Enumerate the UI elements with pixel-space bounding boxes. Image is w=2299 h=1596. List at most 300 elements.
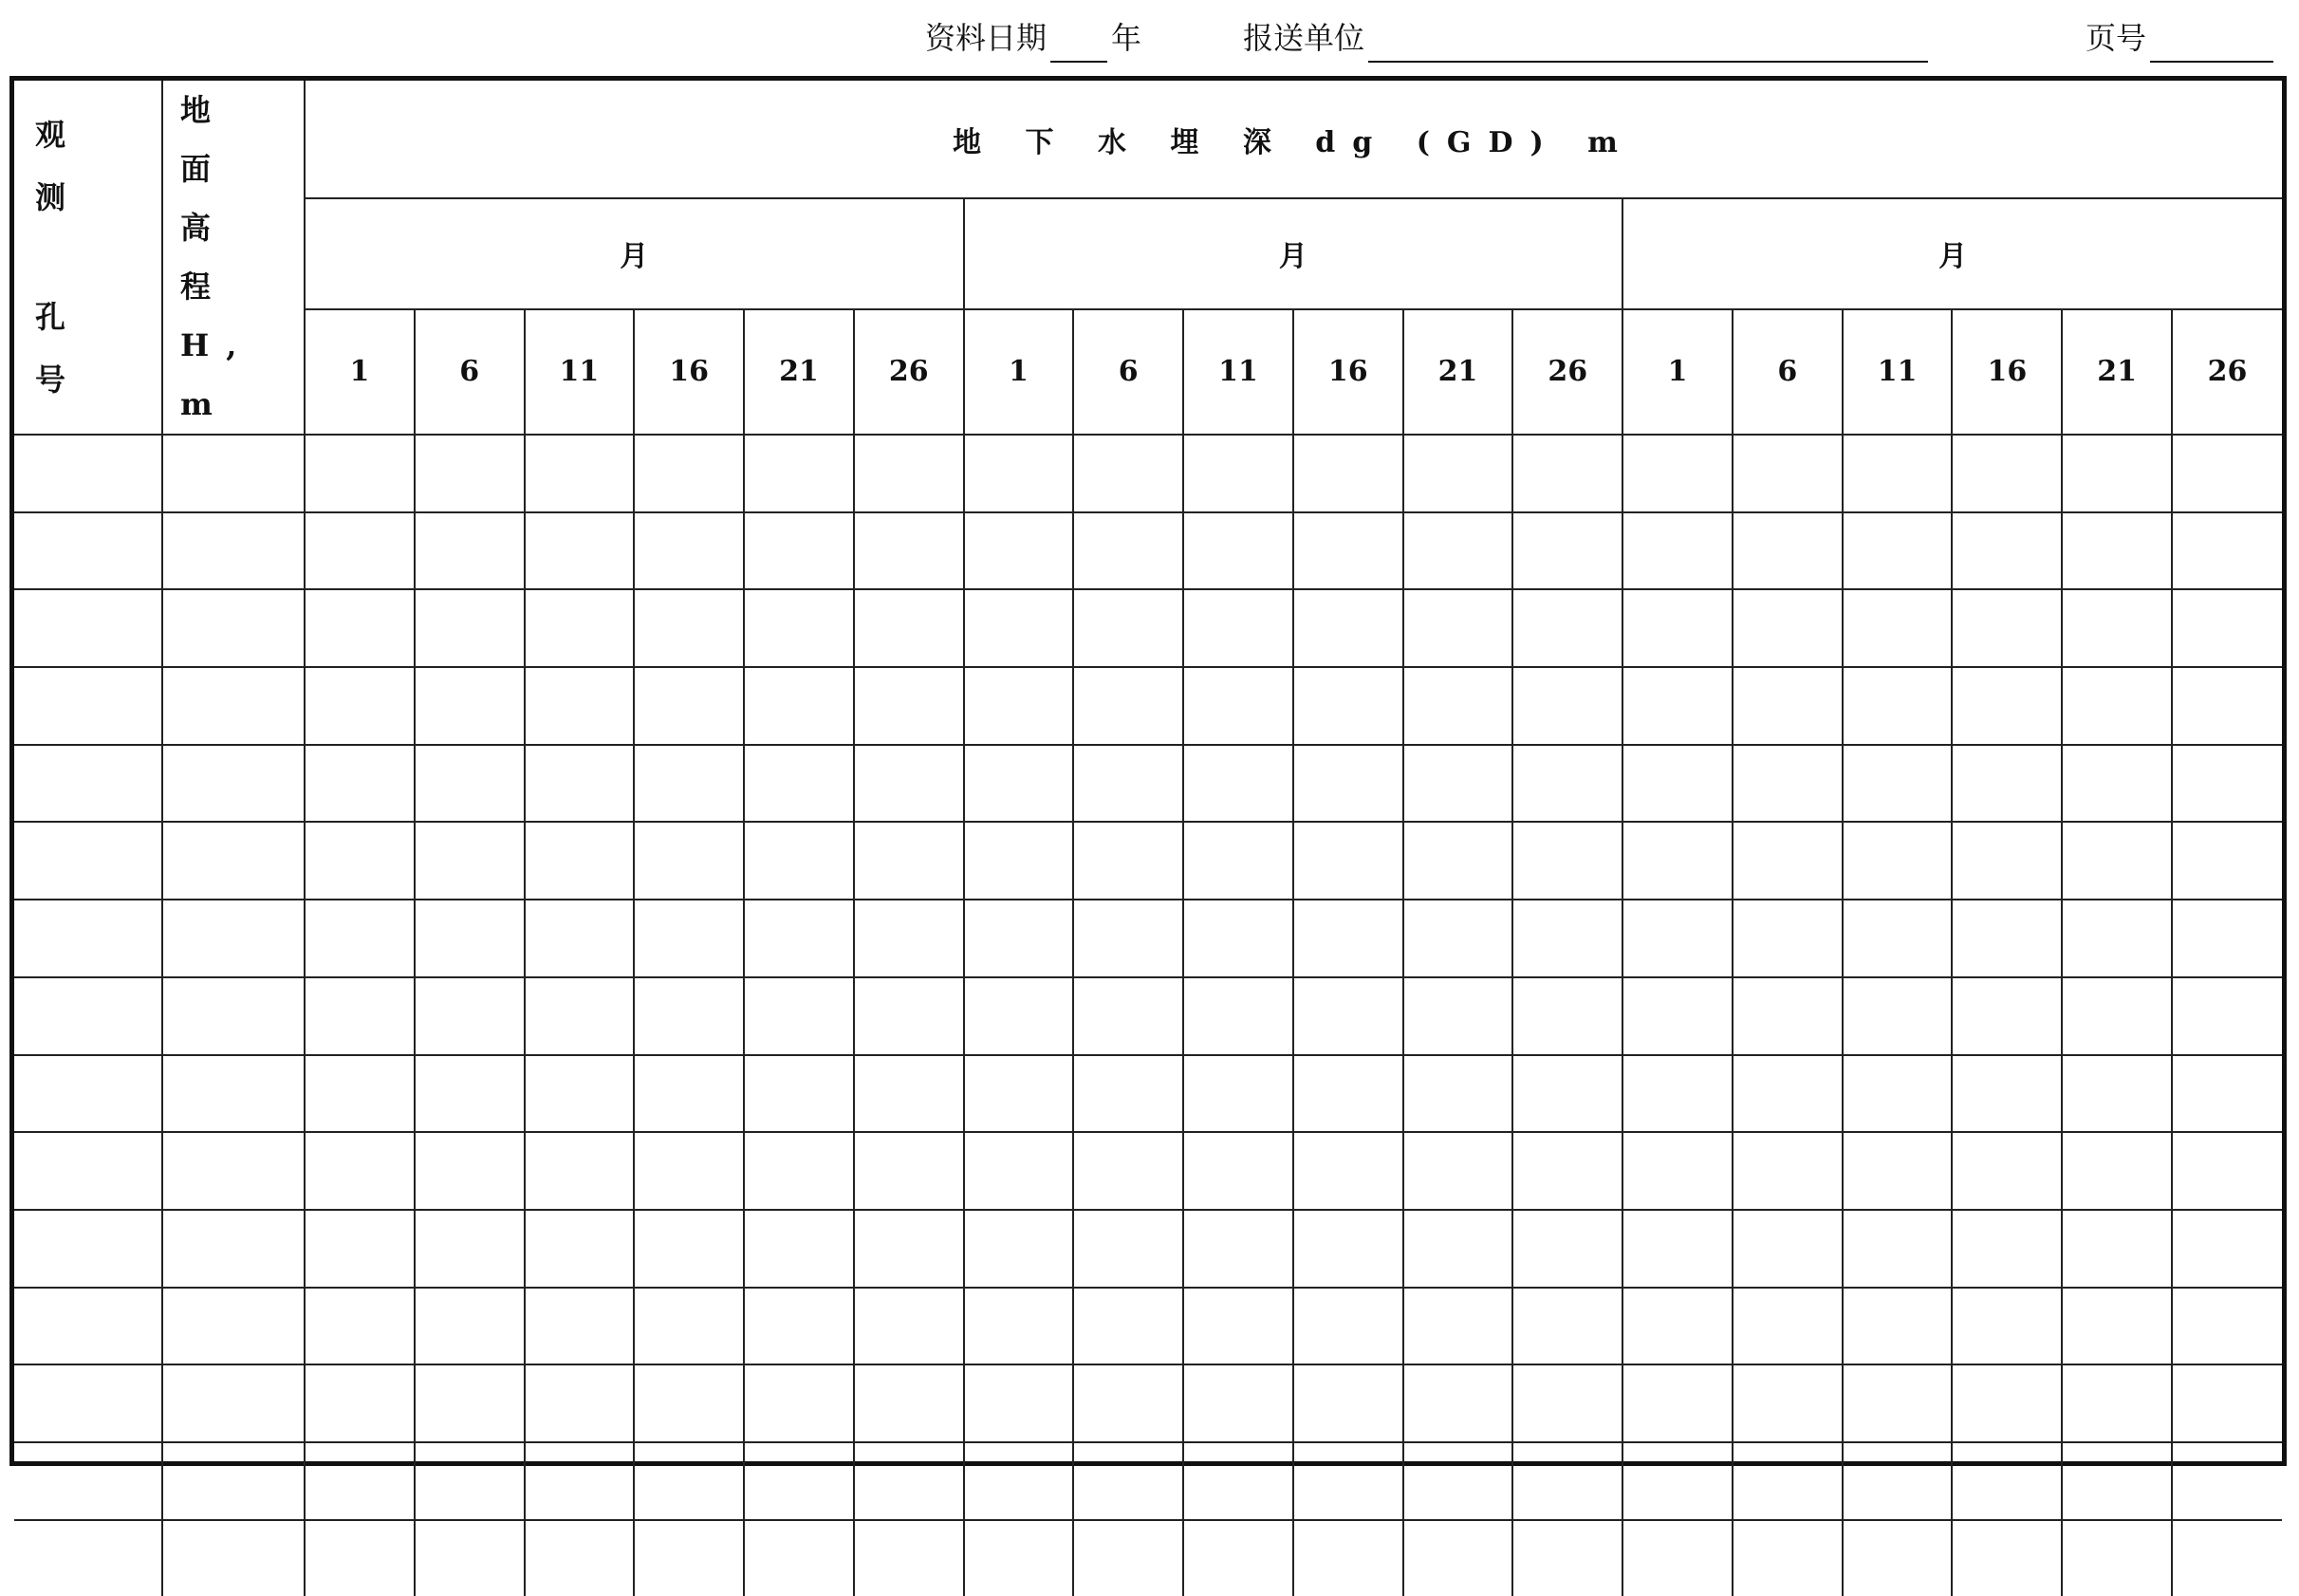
depth-cell[interactable]	[1403, 1210, 1513, 1288]
depth-cell[interactable]	[744, 667, 854, 745]
depth-cell[interactable]	[415, 1055, 525, 1133]
depth-cell[interactable]	[1403, 822, 1513, 900]
depth-cell[interactable]	[305, 1288, 415, 1365]
depth-cell[interactable]	[1843, 822, 1953, 900]
depth-cell[interactable]	[525, 667, 635, 745]
depth-cell[interactable]	[1952, 589, 2062, 667]
depth-cell[interactable]	[964, 435, 1074, 512]
page-blank[interactable]	[2150, 23, 2273, 63]
depth-cell[interactable]	[415, 977, 525, 1055]
depth-cell[interactable]	[1183, 1442, 1293, 1520]
depth-cell[interactable]	[964, 589, 1074, 667]
depth-cell[interactable]	[854, 435, 964, 512]
depth-cell[interactable]	[1183, 977, 1293, 1055]
elevation-cell[interactable]	[162, 1364, 305, 1442]
depth-cell[interactable]	[1073, 435, 1183, 512]
depth-cell[interactable]	[634, 900, 744, 977]
depth-cell[interactable]	[854, 512, 964, 590]
depth-cell[interactable]	[1622, 512, 1733, 590]
depth-cell[interactable]	[1512, 1288, 1622, 1365]
depth-cell[interactable]	[1073, 1288, 1183, 1365]
depth-cell[interactable]	[1073, 1132, 1183, 1210]
depth-cell[interactable]	[1073, 1055, 1183, 1133]
depth-cell[interactable]	[2172, 1442, 2282, 1520]
depth-cell[interactable]	[305, 1055, 415, 1133]
depth-cell[interactable]	[415, 435, 525, 512]
depth-cell[interactable]	[1622, 822, 1733, 900]
depth-cell[interactable]	[1622, 745, 1733, 823]
depth-cell[interactable]	[1403, 589, 1513, 667]
depth-cell[interactable]	[1293, 1055, 1403, 1133]
station-cell[interactable]	[14, 745, 162, 823]
depth-cell[interactable]	[744, 1288, 854, 1365]
depth-cell[interactable]	[1293, 435, 1403, 512]
depth-cell[interactable]	[1073, 900, 1183, 977]
depth-cell[interactable]	[1843, 1210, 1953, 1288]
elevation-cell[interactable]	[162, 745, 305, 823]
depth-cell[interactable]	[1843, 1055, 1953, 1133]
elevation-cell[interactable]	[162, 1210, 305, 1288]
depth-cell[interactable]	[1183, 822, 1293, 900]
depth-cell[interactable]	[415, 1210, 525, 1288]
depth-cell[interactable]	[854, 667, 964, 745]
depth-cell[interactable]	[744, 745, 854, 823]
depth-cell[interactable]	[1403, 1520, 1513, 1596]
depth-cell[interactable]	[1183, 1132, 1293, 1210]
depth-cell[interactable]	[964, 1520, 1074, 1596]
depth-cell[interactable]	[634, 1520, 744, 1596]
depth-cell[interactable]	[2172, 1132, 2282, 1210]
depth-cell[interactable]	[1843, 900, 1953, 977]
depth-cell[interactable]	[1073, 667, 1183, 745]
depth-cell[interactable]	[1293, 745, 1403, 823]
depth-cell[interactable]	[525, 977, 635, 1055]
depth-cell[interactable]	[2172, 667, 2282, 745]
elevation-cell[interactable]	[162, 977, 305, 1055]
depth-cell[interactable]	[634, 977, 744, 1055]
depth-cell[interactable]	[1512, 512, 1622, 590]
depth-cell[interactable]	[1403, 512, 1513, 590]
depth-cell[interactable]	[854, 1210, 964, 1288]
depth-cell[interactable]	[854, 1132, 964, 1210]
depth-cell[interactable]	[854, 1055, 964, 1133]
depth-cell[interactable]	[1733, 822, 1843, 900]
depth-cell[interactable]	[1952, 667, 2062, 745]
depth-cell[interactable]	[634, 667, 744, 745]
depth-cell[interactable]	[1183, 900, 1293, 977]
elevation-cell[interactable]	[162, 1520, 305, 1596]
depth-cell[interactable]	[2172, 512, 2282, 590]
station-cell[interactable]	[14, 1055, 162, 1133]
depth-cell[interactable]	[1843, 435, 1953, 512]
depth-cell[interactable]	[1293, 900, 1403, 977]
elevation-cell[interactable]	[162, 667, 305, 745]
depth-cell[interactable]	[1073, 512, 1183, 590]
depth-cell[interactable]	[2062, 512, 2172, 590]
depth-cell[interactable]	[2172, 1364, 2282, 1442]
depth-cell[interactable]	[1622, 1132, 1733, 1210]
depth-cell[interactable]	[1073, 1442, 1183, 1520]
depth-cell[interactable]	[525, 1210, 635, 1288]
depth-cell[interactable]	[1293, 822, 1403, 900]
depth-cell[interactable]	[634, 1364, 744, 1442]
depth-cell[interactable]	[854, 1288, 964, 1365]
elevation-cell[interactable]	[162, 1055, 305, 1133]
depth-cell[interactable]	[2172, 1210, 2282, 1288]
depth-cell[interactable]	[1293, 1442, 1403, 1520]
station-cell[interactable]	[14, 1442, 162, 1520]
depth-cell[interactable]	[305, 1210, 415, 1288]
depth-cell[interactable]	[634, 1132, 744, 1210]
depth-cell[interactable]	[2062, 1364, 2172, 1442]
depth-cell[interactable]	[1403, 667, 1513, 745]
depth-cell[interactable]	[415, 1288, 525, 1365]
depth-cell[interactable]	[1293, 977, 1403, 1055]
depth-cell[interactable]	[1622, 1442, 1733, 1520]
depth-cell[interactable]	[525, 1520, 635, 1596]
elevation-cell[interactable]	[162, 435, 305, 512]
depth-cell[interactable]	[1073, 822, 1183, 900]
depth-cell[interactable]	[1733, 745, 1843, 823]
depth-cell[interactable]	[634, 435, 744, 512]
depth-cell[interactable]	[2172, 589, 2282, 667]
depth-cell[interactable]	[2172, 1055, 2282, 1133]
depth-cell[interactable]	[1293, 1210, 1403, 1288]
depth-cell[interactable]	[2172, 1288, 2282, 1365]
depth-cell[interactable]	[1183, 1364, 1293, 1442]
depth-cell[interactable]	[1622, 667, 1733, 745]
depth-cell[interactable]	[1512, 1210, 1622, 1288]
elevation-cell[interactable]	[162, 900, 305, 977]
depth-cell[interactable]	[2062, 977, 2172, 1055]
depth-cell[interactable]	[1843, 1364, 1953, 1442]
depth-cell[interactable]	[1512, 977, 1622, 1055]
depth-cell[interactable]	[854, 1520, 964, 1596]
depth-cell[interactable]	[854, 900, 964, 977]
depth-cell[interactable]	[1952, 1132, 2062, 1210]
depth-cell[interactable]	[2062, 1520, 2172, 1596]
depth-cell[interactable]	[1512, 900, 1622, 977]
depth-cell[interactable]	[1073, 589, 1183, 667]
depth-cell[interactable]	[744, 512, 854, 590]
depth-cell[interactable]	[1183, 512, 1293, 590]
station-cell[interactable]	[14, 589, 162, 667]
depth-cell[interactable]	[1073, 1520, 1183, 1596]
depth-cell[interactable]	[1183, 1520, 1293, 1596]
depth-cell[interactable]	[525, 1442, 635, 1520]
depth-cell[interactable]	[1512, 745, 1622, 823]
depth-cell[interactable]	[1073, 1210, 1183, 1288]
depth-cell[interactable]	[1952, 1364, 2062, 1442]
depth-cell[interactable]	[854, 589, 964, 667]
depth-cell[interactable]	[854, 1364, 964, 1442]
depth-cell[interactable]	[744, 1364, 854, 1442]
depth-cell[interactable]	[964, 1132, 1074, 1210]
depth-cell[interactable]	[1952, 822, 2062, 900]
depth-cell[interactable]	[1622, 1210, 1733, 1288]
station-cell[interactable]	[14, 1288, 162, 1365]
depth-cell[interactable]	[634, 1210, 744, 1288]
depth-cell[interactable]	[1843, 1132, 1953, 1210]
depth-cell[interactable]	[634, 589, 744, 667]
depth-cell[interactable]	[2172, 435, 2282, 512]
depth-cell[interactable]	[964, 1055, 1074, 1133]
depth-cell[interactable]	[744, 900, 854, 977]
depth-cell[interactable]	[964, 822, 1074, 900]
depth-cell[interactable]	[1733, 435, 1843, 512]
depth-cell[interactable]	[1073, 977, 1183, 1055]
depth-cell[interactable]	[1843, 1520, 1953, 1596]
depth-cell[interactable]	[415, 745, 525, 823]
station-cell[interactable]	[14, 512, 162, 590]
depth-cell[interactable]	[854, 745, 964, 823]
depth-cell[interactable]	[1512, 1055, 1622, 1133]
depth-cell[interactable]	[2062, 667, 2172, 745]
depth-cell[interactable]	[964, 667, 1074, 745]
depth-cell[interactable]	[305, 977, 415, 1055]
depth-cell[interactable]	[2172, 977, 2282, 1055]
depth-cell[interactable]	[744, 1210, 854, 1288]
depth-cell[interactable]	[415, 589, 525, 667]
depth-cell[interactable]	[1293, 1364, 1403, 1442]
depth-cell[interactable]	[1403, 977, 1513, 1055]
depth-cell[interactable]	[1733, 589, 1843, 667]
depth-cell[interactable]	[415, 512, 525, 590]
depth-cell[interactable]	[525, 435, 635, 512]
depth-cell[interactable]	[1183, 1055, 1293, 1133]
station-cell[interactable]	[14, 822, 162, 900]
depth-cell[interactable]	[744, 589, 854, 667]
elevation-cell[interactable]	[162, 589, 305, 667]
depth-cell[interactable]	[525, 589, 635, 667]
depth-cell[interactable]	[2062, 1442, 2172, 1520]
depth-cell[interactable]	[634, 1055, 744, 1133]
depth-cell[interactable]	[525, 822, 635, 900]
station-cell[interactable]	[14, 1210, 162, 1288]
depth-cell[interactable]	[1403, 1364, 1513, 1442]
depth-cell[interactable]	[525, 1132, 635, 1210]
depth-cell[interactable]	[1293, 667, 1403, 745]
depth-cell[interactable]	[964, 512, 1074, 590]
depth-cell[interactable]	[415, 1442, 525, 1520]
depth-cell[interactable]	[305, 435, 415, 512]
depth-cell[interactable]	[1952, 512, 2062, 590]
depth-cell[interactable]	[2062, 900, 2172, 977]
depth-cell[interactable]	[2062, 1055, 2172, 1133]
depth-cell[interactable]	[415, 1364, 525, 1442]
depth-cell[interactable]	[415, 1520, 525, 1596]
depth-cell[interactable]	[1843, 745, 1953, 823]
depth-cell[interactable]	[964, 977, 1074, 1055]
station-cell[interactable]	[14, 1520, 162, 1596]
depth-cell[interactable]	[305, 1364, 415, 1442]
depth-cell[interactable]	[1952, 1442, 2062, 1520]
depth-cell[interactable]	[1403, 1132, 1513, 1210]
depth-cell[interactable]	[1073, 1364, 1183, 1442]
depth-cell[interactable]	[1843, 589, 1953, 667]
depth-cell[interactable]	[1843, 1442, 1953, 1520]
depth-cell[interactable]	[1843, 977, 1953, 1055]
station-cell[interactable]	[14, 435, 162, 512]
depth-cell[interactable]	[525, 512, 635, 590]
depth-cell[interactable]	[1733, 900, 1843, 977]
depth-cell[interactable]	[305, 667, 415, 745]
depth-cell[interactable]	[744, 1055, 854, 1133]
depth-cell[interactable]	[1293, 512, 1403, 590]
depth-cell[interactable]	[1512, 1364, 1622, 1442]
depth-cell[interactable]	[1952, 435, 2062, 512]
depth-cell[interactable]	[1622, 435, 1733, 512]
depth-cell[interactable]	[305, 1520, 415, 1596]
depth-cell[interactable]	[1622, 1364, 1733, 1442]
depth-cell[interactable]	[2062, 1210, 2172, 1288]
depth-cell[interactable]	[305, 1132, 415, 1210]
depth-cell[interactable]	[305, 900, 415, 977]
depth-cell[interactable]	[1952, 745, 2062, 823]
depth-cell[interactable]	[1183, 667, 1293, 745]
depth-cell[interactable]	[1622, 1520, 1733, 1596]
station-cell[interactable]	[14, 977, 162, 1055]
depth-cell[interactable]	[1622, 977, 1733, 1055]
depth-cell[interactable]	[854, 822, 964, 900]
station-cell[interactable]	[14, 900, 162, 977]
depth-cell[interactable]	[854, 977, 964, 1055]
depth-cell[interactable]	[1843, 512, 1953, 590]
depth-cell[interactable]	[2062, 435, 2172, 512]
depth-cell[interactable]	[634, 1442, 744, 1520]
depth-cell[interactable]	[1622, 1055, 1733, 1133]
depth-cell[interactable]	[964, 1288, 1074, 1365]
depth-cell[interactable]	[1733, 1132, 1843, 1210]
depth-cell[interactable]	[415, 667, 525, 745]
depth-cell[interactable]	[1952, 900, 2062, 977]
depth-cell[interactable]	[1952, 1520, 2062, 1596]
depth-cell[interactable]	[415, 900, 525, 977]
depth-cell[interactable]	[415, 822, 525, 900]
station-cell[interactable]	[14, 1132, 162, 1210]
depth-cell[interactable]	[2062, 822, 2172, 900]
depth-cell[interactable]	[2062, 589, 2172, 667]
depth-cell[interactable]	[305, 1442, 415, 1520]
depth-cell[interactable]	[2172, 745, 2282, 823]
depth-cell[interactable]	[1622, 589, 1733, 667]
depth-cell[interactable]	[964, 900, 1074, 977]
depth-cell[interactable]	[525, 745, 635, 823]
depth-cell[interactable]	[1512, 589, 1622, 667]
depth-cell[interactable]	[1293, 589, 1403, 667]
elevation-cell[interactable]	[162, 1288, 305, 1365]
station-cell[interactable]	[14, 667, 162, 745]
depth-cell[interactable]	[1403, 435, 1513, 512]
elevation-cell[interactable]	[162, 1442, 305, 1520]
elevation-cell[interactable]	[162, 1132, 305, 1210]
depth-cell[interactable]	[1183, 1288, 1293, 1365]
depth-cell[interactable]	[1403, 1055, 1513, 1133]
depth-cell[interactable]	[1183, 1210, 1293, 1288]
depth-cell[interactable]	[1512, 667, 1622, 745]
depth-cell[interactable]	[744, 822, 854, 900]
depth-cell[interactable]	[2062, 1288, 2172, 1365]
depth-cell[interactable]	[1073, 745, 1183, 823]
depth-cell[interactable]	[744, 1442, 854, 1520]
depth-cell[interactable]	[525, 1364, 635, 1442]
depth-cell[interactable]	[525, 1288, 635, 1365]
depth-cell[interactable]	[964, 1210, 1074, 1288]
depth-cell[interactable]	[1293, 1132, 1403, 1210]
depth-cell[interactable]	[2062, 1132, 2172, 1210]
depth-cell[interactable]	[1293, 1288, 1403, 1365]
depth-cell[interactable]	[1622, 900, 1733, 977]
station-cell[interactable]	[14, 1364, 162, 1442]
depth-cell[interactable]	[634, 512, 744, 590]
depth-cell[interactable]	[634, 1288, 744, 1365]
depth-cell[interactable]	[1183, 435, 1293, 512]
depth-cell[interactable]	[1952, 977, 2062, 1055]
depth-cell[interactable]	[1952, 1210, 2062, 1288]
depth-cell[interactable]	[1843, 1288, 1953, 1365]
depth-cell[interactable]	[2172, 900, 2282, 977]
depth-cell[interactable]	[2172, 1520, 2282, 1596]
depth-cell[interactable]	[964, 745, 1074, 823]
unit-blank[interactable]	[1368, 23, 1928, 63]
depth-cell[interactable]	[1733, 1520, 1843, 1596]
depth-cell[interactable]	[1733, 512, 1843, 590]
depth-cell[interactable]	[964, 1364, 1074, 1442]
depth-cell[interactable]	[744, 435, 854, 512]
depth-cell[interactable]	[1843, 667, 1953, 745]
depth-cell[interactable]	[1512, 1442, 1622, 1520]
depth-cell[interactable]	[964, 1442, 1074, 1520]
depth-cell[interactable]	[1183, 589, 1293, 667]
depth-cell[interactable]	[1403, 1442, 1513, 1520]
depth-cell[interactable]	[2062, 745, 2172, 823]
depth-cell[interactable]	[1733, 1055, 1843, 1133]
depth-cell[interactable]	[305, 512, 415, 590]
depth-cell[interactable]	[1512, 435, 1622, 512]
elevation-cell[interactable]	[162, 512, 305, 590]
depth-cell[interactable]	[744, 1132, 854, 1210]
depth-cell[interactable]	[1733, 667, 1843, 745]
depth-cell[interactable]	[1512, 1132, 1622, 1210]
depth-cell[interactable]	[1952, 1288, 2062, 1365]
depth-cell[interactable]	[854, 1442, 964, 1520]
depth-cell[interactable]	[1952, 1055, 2062, 1133]
depth-cell[interactable]	[525, 1055, 635, 1133]
depth-cell[interactable]	[1733, 1364, 1843, 1442]
depth-cell[interactable]	[634, 745, 744, 823]
depth-cell[interactable]	[1733, 1288, 1843, 1365]
depth-cell[interactable]	[1512, 1520, 1622, 1596]
depth-cell[interactable]	[525, 900, 635, 977]
year-blank[interactable]	[1050, 23, 1107, 63]
depth-cell[interactable]	[2172, 822, 2282, 900]
elevation-cell[interactable]	[162, 822, 305, 900]
depth-cell[interactable]	[1733, 1442, 1843, 1520]
depth-cell[interactable]	[1622, 1288, 1733, 1365]
depth-cell[interactable]	[744, 1520, 854, 1596]
depth-cell[interactable]	[1733, 977, 1843, 1055]
depth-cell[interactable]	[415, 1132, 525, 1210]
depth-cell[interactable]	[1183, 745, 1293, 823]
depth-cell[interactable]	[1512, 822, 1622, 900]
depth-cell[interactable]	[634, 822, 744, 900]
depth-cell[interactable]	[305, 589, 415, 667]
depth-cell[interactable]	[305, 822, 415, 900]
depth-cell[interactable]	[1403, 900, 1513, 977]
depth-cell[interactable]	[1403, 745, 1513, 823]
depth-cell[interactable]	[744, 977, 854, 1055]
depth-cell[interactable]	[1293, 1520, 1403, 1596]
